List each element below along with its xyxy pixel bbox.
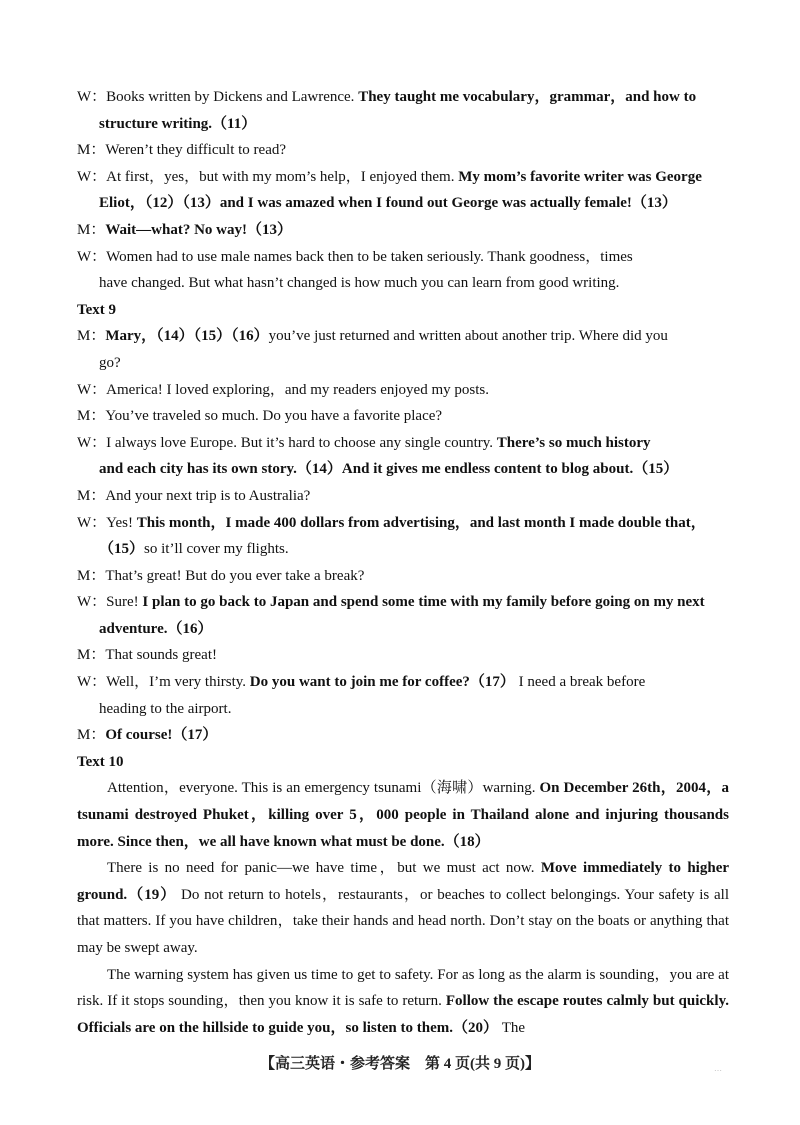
dialogue-turn: M：You’ve traveled so much. Do you have a favorite place?	[77, 408, 443, 425]
dialogue-turn: M：That’s great! But do you ever take a break?	[77, 567, 365, 584]
speaker: W：	[77, 434, 107, 451]
dialogue-turn: M：Weren’t they difficult to read?	[77, 142, 287, 159]
dialogue-turn: M：Of course!（17）	[77, 727, 218, 744]
paragraph: There is no need for panic—we have time，but we must act now. Move immediately to higher ground.（19） Do not return to hotels，restaurants，or beaches to collect belongings. Your safety is all that matters. If you have children，take their hands and head north. Don’t stay on the boats or anything that may be swept away.	[77, 860, 730, 956]
speaker: W：	[77, 381, 107, 398]
speaker: W：	[77, 248, 107, 265]
speaker: M：	[77, 727, 106, 744]
speaker: W：	[77, 168, 107, 185]
speaker: M：	[77, 408, 106, 425]
paragraph: The warning system has given us time to get to safety. For as long as the alarm is sounding，you are at risk. If it stops sounding，then you know it is safe to return. Follow the escape routes calmly but quickly. Officials are on the hillside to guide you，so listen to them.（20） The	[77, 966, 729, 1036]
dialogue-turn: W：America! I loved exploring，and my readers enjoyed my posts.	[77, 381, 489, 398]
speaker: W：	[77, 674, 107, 691]
speaker: M：	[77, 328, 106, 345]
section-heading: Text 10	[77, 753, 124, 770]
dialogue-turn: W：Sure! I plan to go back to Japan and spend some time with my family before going on my next adventure.（16）	[77, 594, 705, 637]
page-footer: 【高三英语・参考答案 第 4 页(共 9 页)】	[260, 1056, 540, 1072]
dialogue-turn: W：Well，I’m very thirsty. Do you want to join me for coffee?（17） I need a break before heading to the airport.	[77, 674, 646, 717]
speaker: W：	[77, 89, 107, 105]
speaker: M：	[77, 567, 106, 584]
dialogue-turn: M：That sounds great!	[77, 647, 217, 664]
dialogue-turn: M：Mary，（14）（15）（16）you’ve just returned and written about another trip. Where did you go?	[77, 328, 668, 371]
page-content	[77, 84, 729, 1041]
section-heading: Text 9	[77, 301, 117, 318]
speaker: W：	[77, 514, 107, 531]
speaker: M：	[77, 221, 106, 238]
paragraph: Attention，everyone. This is an emergency tsunami（海啸）warning. On December 26th，2004，a tsunami destroyed Phuket，killing over 5，000 people in Thailand alone and injuring thousands more. Since then，we all have known what must be done.（18）	[77, 780, 729, 850]
dialogue-turn: W：Books written by Dickens and Lawrence. They taught me vocabulary，grammar，and how to structure writing.（11）	[77, 89, 697, 132]
speaker: M：	[77, 142, 106, 159]
speaker: M：	[77, 647, 106, 664]
dialogue-turn: M：And your next trip is to Australia?	[77, 487, 311, 504]
dialogue-turn: W：Women had to use male names back then to be taken seriously. Thank goodness，times have changed. But what hasn’t changed is how much you can learn from good writing.	[77, 248, 633, 292]
dialogue-turn: W：At first，yes，but with my mom’s help，I enjoyed them. My mom’s favorite writer was George Eliot，（12）（13）and I was amazed when I found out George was actually female!（13）	[77, 168, 702, 212]
dialogue-turn: M：Wait—what? No way!（13）	[77, 221, 293, 238]
dialogue-turn: W：Yes! This month，I made 400 dollars from advertising，and last month I made double that， （15）so it’ll cover my flights.	[77, 514, 706, 558]
speaker: M：	[77, 487, 106, 504]
corner-mark: …	[714, 1064, 722, 1073]
speaker: W：	[77, 594, 107, 611]
dialogue-turn: W：I always love Europe. But it’s hard to choose any single country. There’s so much history and each city has its own story.（14）And it gives me endless content to blog about.（15）	[77, 434, 679, 478]
